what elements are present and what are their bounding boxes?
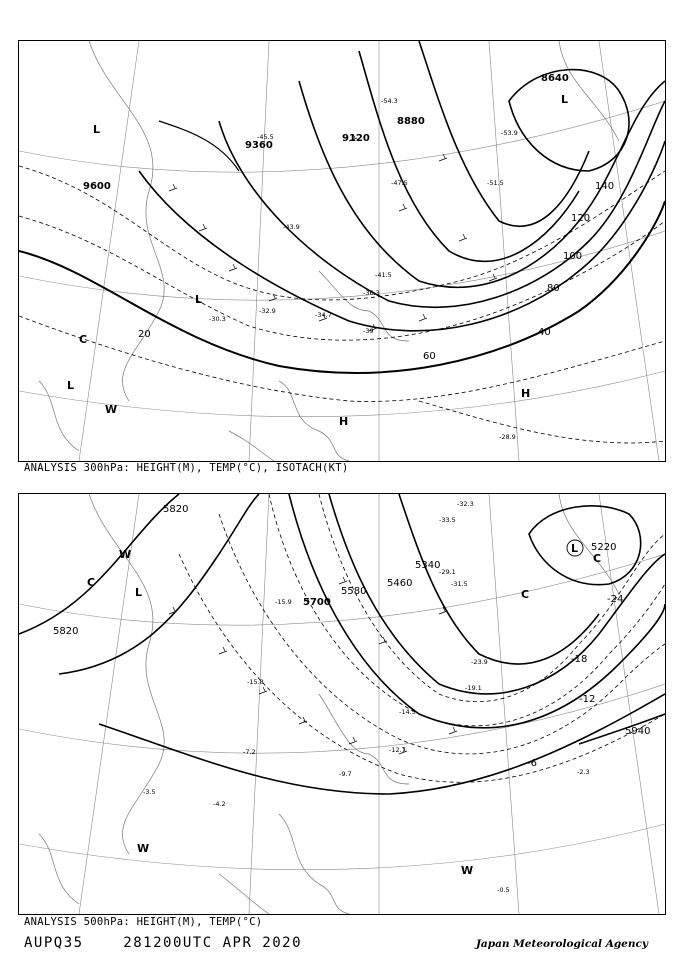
temp-sample: -14.5 <box>399 708 416 716</box>
temp-sample: -32.9 <box>259 307 276 315</box>
temp-sample: -15.9 <box>275 598 292 606</box>
temp-sample: -2.3 <box>577 768 590 776</box>
valid-time: 281200UTC APR 2020 <box>123 935 303 951</box>
system-warm: W <box>461 864 474 877</box>
temp-sample: -3.5 <box>143 788 156 796</box>
temp-sample: -12.7 <box>389 746 406 754</box>
caption-300hpa: ANALYSIS 300hPa: HEIGHT(M), TEMP(°C), ISOTACH(KT) <box>24 462 349 474</box>
temp-sample: -54.3 <box>381 97 398 105</box>
temp-sample: -53.9 <box>501 129 518 137</box>
chart-300hpa-svg <box>19 41 665 461</box>
system-warm: W <box>105 403 118 416</box>
height-label: 5700 <box>303 597 331 608</box>
temp-sample: -36.3 <box>363 289 380 297</box>
temp-sample: -4.2 <box>213 800 226 808</box>
temp-sample: -33.5 <box>439 516 456 524</box>
chart-500hpa <box>18 493 666 915</box>
chart-300hpa <box>18 40 666 462</box>
system-cold: C <box>593 552 602 565</box>
temp-sample: -29.1 <box>439 568 456 576</box>
isotach-label: 20 <box>138 329 151 340</box>
system-cold: C <box>521 588 530 601</box>
chart-500hpa-svg <box>19 494 665 914</box>
temp-sample: -32.3 <box>457 500 474 508</box>
temp-sample: -30.3 <box>209 315 226 323</box>
temp-sample: -31.5 <box>451 580 468 588</box>
system-warm: W <box>137 842 150 855</box>
height-label: 5820 <box>163 504 189 515</box>
system-high: H <box>521 387 531 400</box>
isotherm-label: -12 <box>579 694 596 705</box>
system-cold: C <box>79 333 88 346</box>
coastlines <box>39 41 619 461</box>
temp-sample: -7.2 <box>243 748 256 756</box>
height-label: 5580 <box>341 586 367 597</box>
temp-sample: -0.5 <box>497 886 510 894</box>
height-label: 5220 <box>591 542 617 553</box>
height-contours <box>19 494 665 794</box>
height-label: 9120 <box>342 133 370 144</box>
isotach-label: 140 <box>595 181 615 192</box>
temp-sample: -19.1 <box>465 684 482 692</box>
height-label: 5340 <box>415 560 441 571</box>
height-label: 5820 <box>53 626 79 637</box>
temp-sample: -45.5 <box>257 133 274 141</box>
system-low: L <box>195 293 203 306</box>
temp-sample: -43.9 <box>283 223 300 231</box>
agency-name: Japan Meteorological Agency <box>475 938 648 950</box>
temp-sample: -15.8 <box>247 678 264 686</box>
temp-sample: -39 <box>363 327 374 335</box>
system-low: L <box>67 379 75 392</box>
chart-id-line <box>24 935 302 951</box>
temp-sample: -41.5 <box>375 271 392 279</box>
isotach-label: 80 <box>547 283 560 294</box>
isotach-label: 40 <box>538 327 551 338</box>
temp-sample: -47.5 <box>391 179 408 187</box>
chart-code: AUPQ35 <box>24 935 84 951</box>
system-high: H <box>339 415 349 428</box>
isotherm-label: -24 <box>607 594 624 605</box>
isotach-label: 60 <box>423 351 436 362</box>
isotach-label: 120 <box>571 213 591 224</box>
system-low: L <box>93 123 101 136</box>
isotach-label: 100 <box>563 251 583 262</box>
height-label: 9360 <box>245 140 273 151</box>
system-low: L <box>135 586 143 599</box>
height-label: 5940 <box>625 726 651 737</box>
height-label: 5460 <box>387 578 413 589</box>
temp-sample: -23.9 <box>471 658 488 666</box>
temp-sample: -34.7 <box>315 311 332 319</box>
temp-sample: -28.9 <box>499 433 516 441</box>
system-cold: C <box>87 576 96 589</box>
caption-500hpa: ANALYSIS 500hPa: HEIGHT(M), TEMP(°C) <box>24 916 263 928</box>
temp-sample: -9.7 <box>339 770 352 778</box>
wind-barbs <box>169 134 497 331</box>
isotherm-label: -18 <box>571 654 588 665</box>
temp-sample: -51.5 <box>487 179 504 187</box>
height-label: 8880 <box>397 116 425 127</box>
height-label: 8640 <box>541 73 569 84</box>
system-low: L <box>561 93 569 106</box>
system-warm: W <box>119 548 132 561</box>
height-label: 9600 <box>83 181 111 192</box>
isotherm-label: -6 <box>527 758 537 769</box>
system-low: L <box>571 542 579 555</box>
